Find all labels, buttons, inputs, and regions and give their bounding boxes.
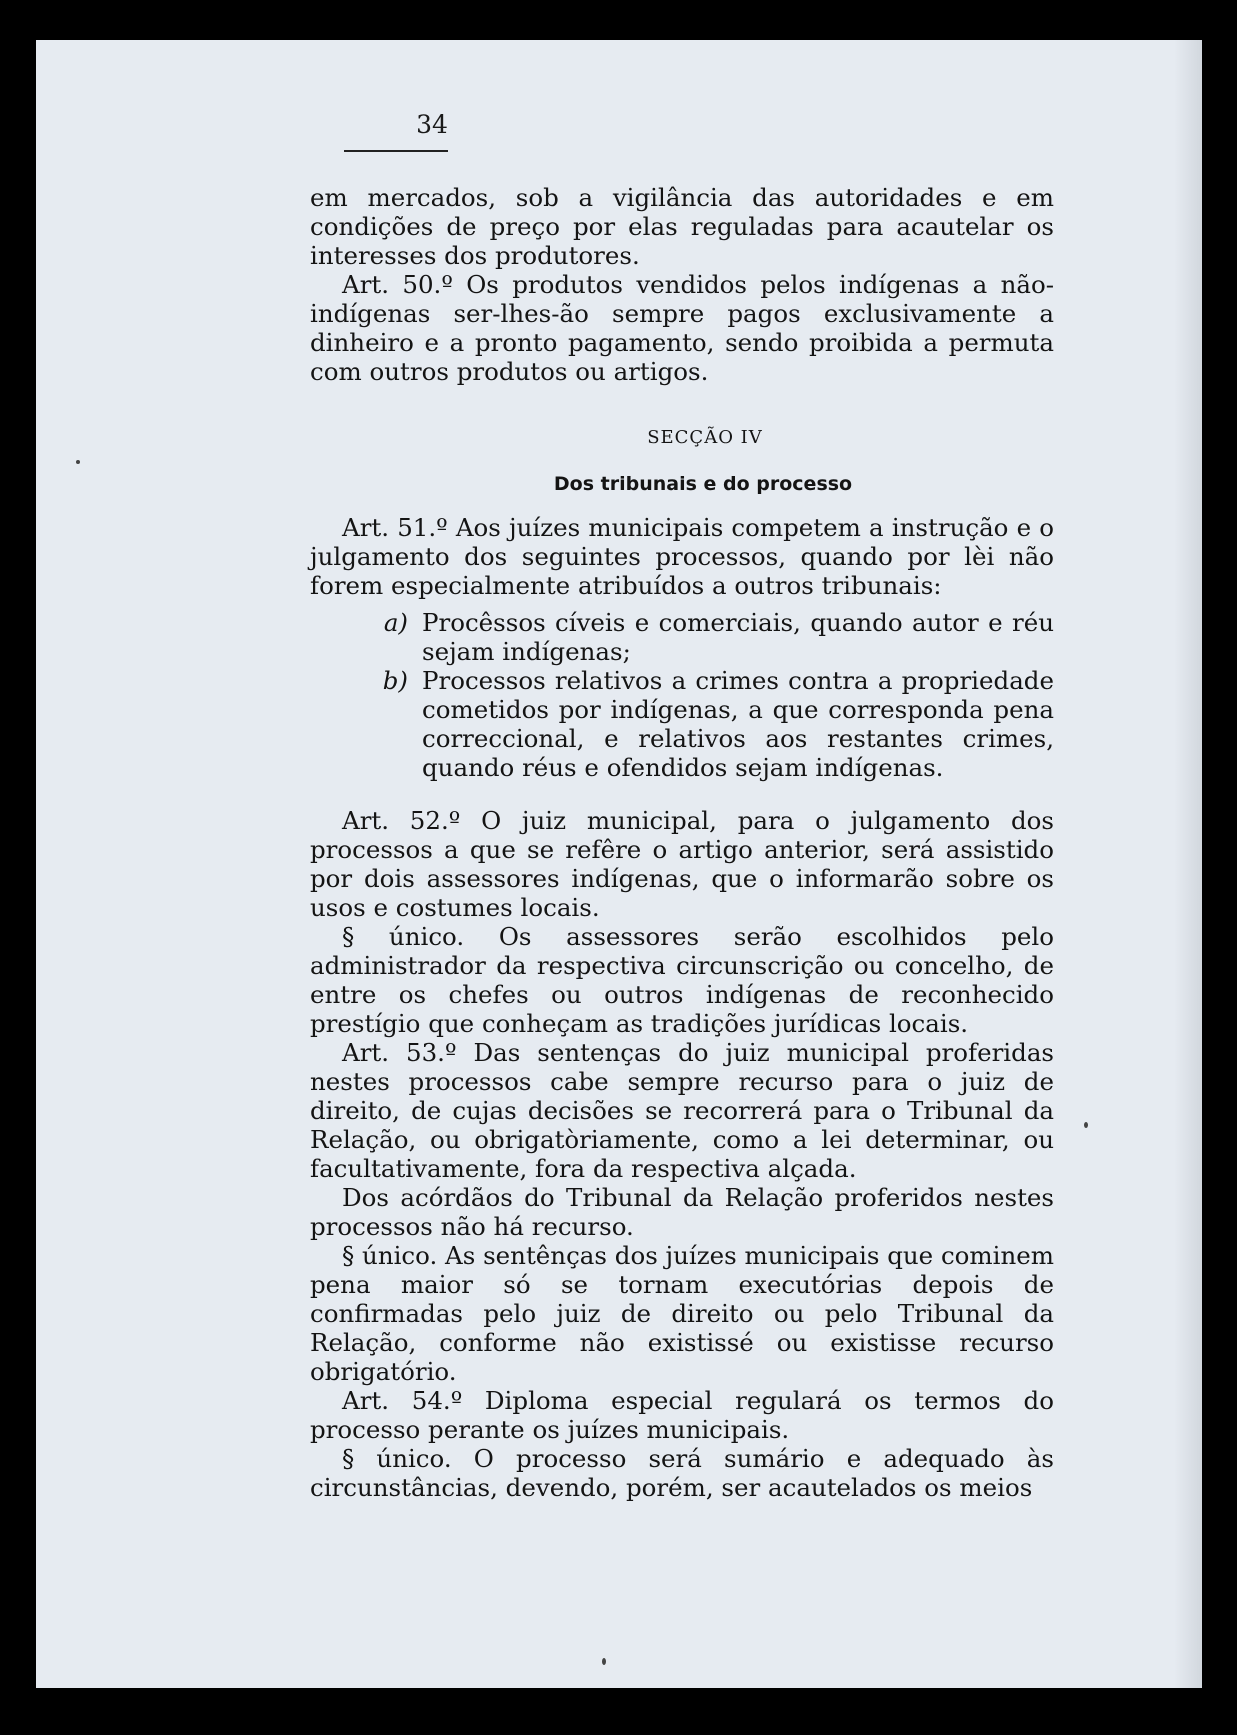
paragraph-art-53: Art. 53.º Das sentenças do juiz municipal proferidas nestes processos cabe sempre recurso para o juiz de direito, de cujas decisões se recorrerá para o Tribunal da Relação, ou obrigatòriamente, como a lei determinar, ou facultativamente, fora da respectiva alçada. [310,1038,1054,1183]
paper-speck [76,460,80,464]
section-title: Dos tribunais e do processo [553,473,853,495]
paragraph-continuation: em mercados, sob a vigilância das autoridades e em condições de preço por elas reguladas para acautelar os interesses dos produtores. [310,183,1054,270]
paragraph-art-54-unico: § único. O processo será sumário e adequado às circunstâncias, devendo, porém, ser acautelados os meios [310,1444,1054,1502]
list-item-text: Processos relativos a crimes contra a propriedade cometidos por indígenas, a que corresponda pena correccional, e relativos aos restantes crimes, quando réus e ofendidos sejam indígenas. [422,666,1054,782]
paragraph-art-50: Art. 50.º Os produtos vendidos pelos indígenas a não-indígenas ser-lhes-ão sempre pagos exclusivamente a dinheiro e a pronto pagamento, sendo proibida a permuta com outros produtos ou artigos. [310,270,1054,386]
list-item-marker: a) [383,608,408,637]
page-number-rule [344,150,448,152]
paragraph-art-53-unico: § único. As sentênças dos juízes municipais que cominem pena maior só se tornam executórias depois de confirmadas pelo juiz de direito ou pelo Tribunal da Relação, conforme não existissé ou existisse recurso obrigatório. [310,1241,1055,1386]
list-item-text: Procêssos cíveis e comerciais, quando autor e réu sejam indígenas; [422,608,1054,666]
list-item-b [310,666,1054,782]
paragraph-art-52: Art. 52.º O juiz municipal, para o julgamento dos processos a que se refêre o artigo anterior, será assistido por dois assessores indígenas, que o informarão sobre os usos e costumes locais. [310,806,1054,922]
document-page [36,40,1202,1688]
paragraph-art-54: Art. 54.º Diploma especial regulará os termos do processo perante os juízes municipais. [310,1386,1054,1444]
paragraph-art-53-acordaos: Dos acórdãos do Tribunal da Relação proferidos nestes processos não há recurso. [310,1183,1054,1241]
section-label: SECÇÃO IV [647,427,763,448]
paragraph-art-52-unico: § único. Os assessores serão escolhidos pelo administrador da respectiva circunscrição ou concelho, de entre os chefes ou outros indígenas de reconhecido prestígio que conheçam as tradições jurídicas locais. [310,922,1054,1038]
page-number: 34 [416,110,448,139]
paper-speck [602,1658,606,1665]
list-item-a [310,608,1054,666]
paragraph-art-51: Art. 51.º Aos juízes municipais competem a instrução e o julgamento dos seguintes processos, quando por lèi não forem especialmente atribuídos a outros tribunais: [310,513,1054,600]
list-item-marker: b) [382,666,408,695]
body-text [310,183,1054,1502]
paper-speck [1084,1122,1088,1128]
